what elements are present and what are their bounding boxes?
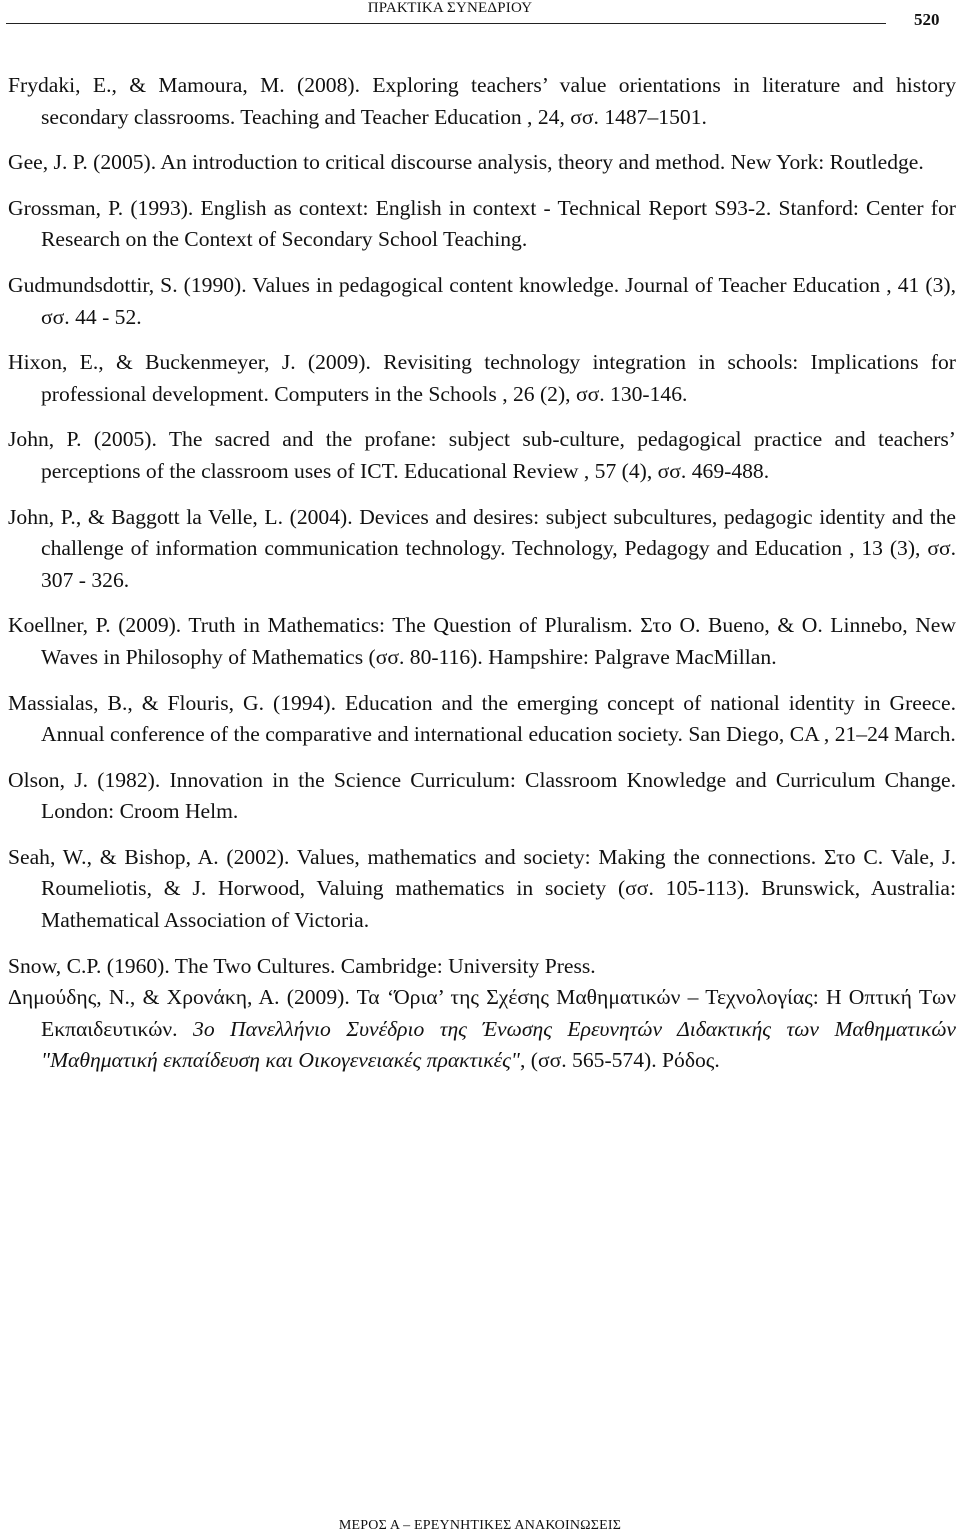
reference-entry: Gee, J. P. (2005). An introduction to critical discourse analysis, theory and method. New York: Routledge. xyxy=(8,150,924,175)
reference-entry: Massialas, B., & Flouris, G. (1994). Education and the emerging concept of national identity in Greece. Annual conference of the comparative and international education society. San Diego, CA , 21–24 March. xyxy=(8,690,956,747)
greek-reference-plain: Δημούδης, Ν., & Χρονάκη, Α. (2009). Τα ‘Όρια’ της Σχέσης Μαθηματικών – Τεχνολογίας: Η Οπτική Των Εκπαιδευτικών. xyxy=(8,985,956,1041)
reference-entry: Gudmundsdottir, S. (1990). Values in pedagogical content knowledge. Journal of Teacher Education , 41 (3), σσ. 44 - 52. xyxy=(8,272,956,329)
reference-entry: John, P. (2005). The sacred and the profane: subject sub-culture, pedagogical practice and teachers’ perceptions of the classroom uses of ICT. Educational Review , 57 (4), σσ. 469-488. xyxy=(8,427,956,483)
page-number: 520 xyxy=(914,10,940,29)
reference-entry: Grossman, P. (1993). English as context: English in context - Technical Report S93-2. Stanford: Center for Research on the Context of Secondary School Teaching. xyxy=(8,195,956,252)
reference-list xyxy=(8,70,956,1091)
reference-entry: Frydaki, E., & Mamoura, M. (2008). Exploring teachers’ value orientations in literature and history secondary classrooms. Teaching and Teacher Education , 24, σσ. 1487–1501. xyxy=(8,73,956,129)
greek-reference-italic: 3o Πανελλήνιο Συνέδριο της Ένωσης Ερευνητών Διδακτικής των Μαθηματικών "Μαθηματική εκπαίδευση και Οικογενειακές πρακτικές" xyxy=(41,1016,957,1073)
reference-entry-greek xyxy=(8,982,956,1077)
header-rule xyxy=(6,23,886,24)
reference-entry: Seah, W., & Bishop, A. (2002). Values, mathematics and society: Making the connections. Στο C. Vale, J. Roumeliotis, & J. Horwood, Valuing mathematics in society (σσ. 105-113). Brunswick, Australia: Mathematical Association of Victoria. xyxy=(8,844,956,933)
reference-entry: Koellner, P. (2009). Truth in Mathematics: The Question of Pluralism. Στο O. Bueno, & O. Linnebo, New Waves in Philosophy of Mathematics (σσ. 80-116). Hampshire: Palgrave MacMillan. xyxy=(8,613,956,669)
reference-entry: John, P., & Baggott la Velle, L. (2004). Devices and desires: subject subcultures, pedagogic identity and the challenge of information communication technology. Technology, Pedagogy and Education , 13 (3), σσ. 307 - 326. xyxy=(8,504,956,592)
running-header: ΠΡΑΚΤΙΚΑ ΣΥΝΕΔΡΙΟΥ xyxy=(367,0,533,16)
greek-reference-tail: , (σσ. 565-574). Ρόδος. xyxy=(519,1048,720,1073)
reference-entry: Hixon, E., & Buckenmeyer, J. (2009). Revisiting technology integration in schools: Implications for professional development. Computers in the Schools , 26 (2), σσ. 130-146. xyxy=(8,350,956,406)
page-footer: ΜΕΡΟΣ Α – ΕΡΕΥΝΗΤΙΚΕΣ ΑΝΑΚΟΙΝΩΣΕΙΣ xyxy=(338,1518,622,1533)
reference-entry: Olson, J. (1982). Innovation in the Science Curriculum: Classroom Knowledge and Curriculum Change. London: Croom Helm. xyxy=(8,767,956,824)
reference-entry: Snow, C.P. (1960). The Two Cultures. Cambridge: University Press. xyxy=(8,953,596,978)
